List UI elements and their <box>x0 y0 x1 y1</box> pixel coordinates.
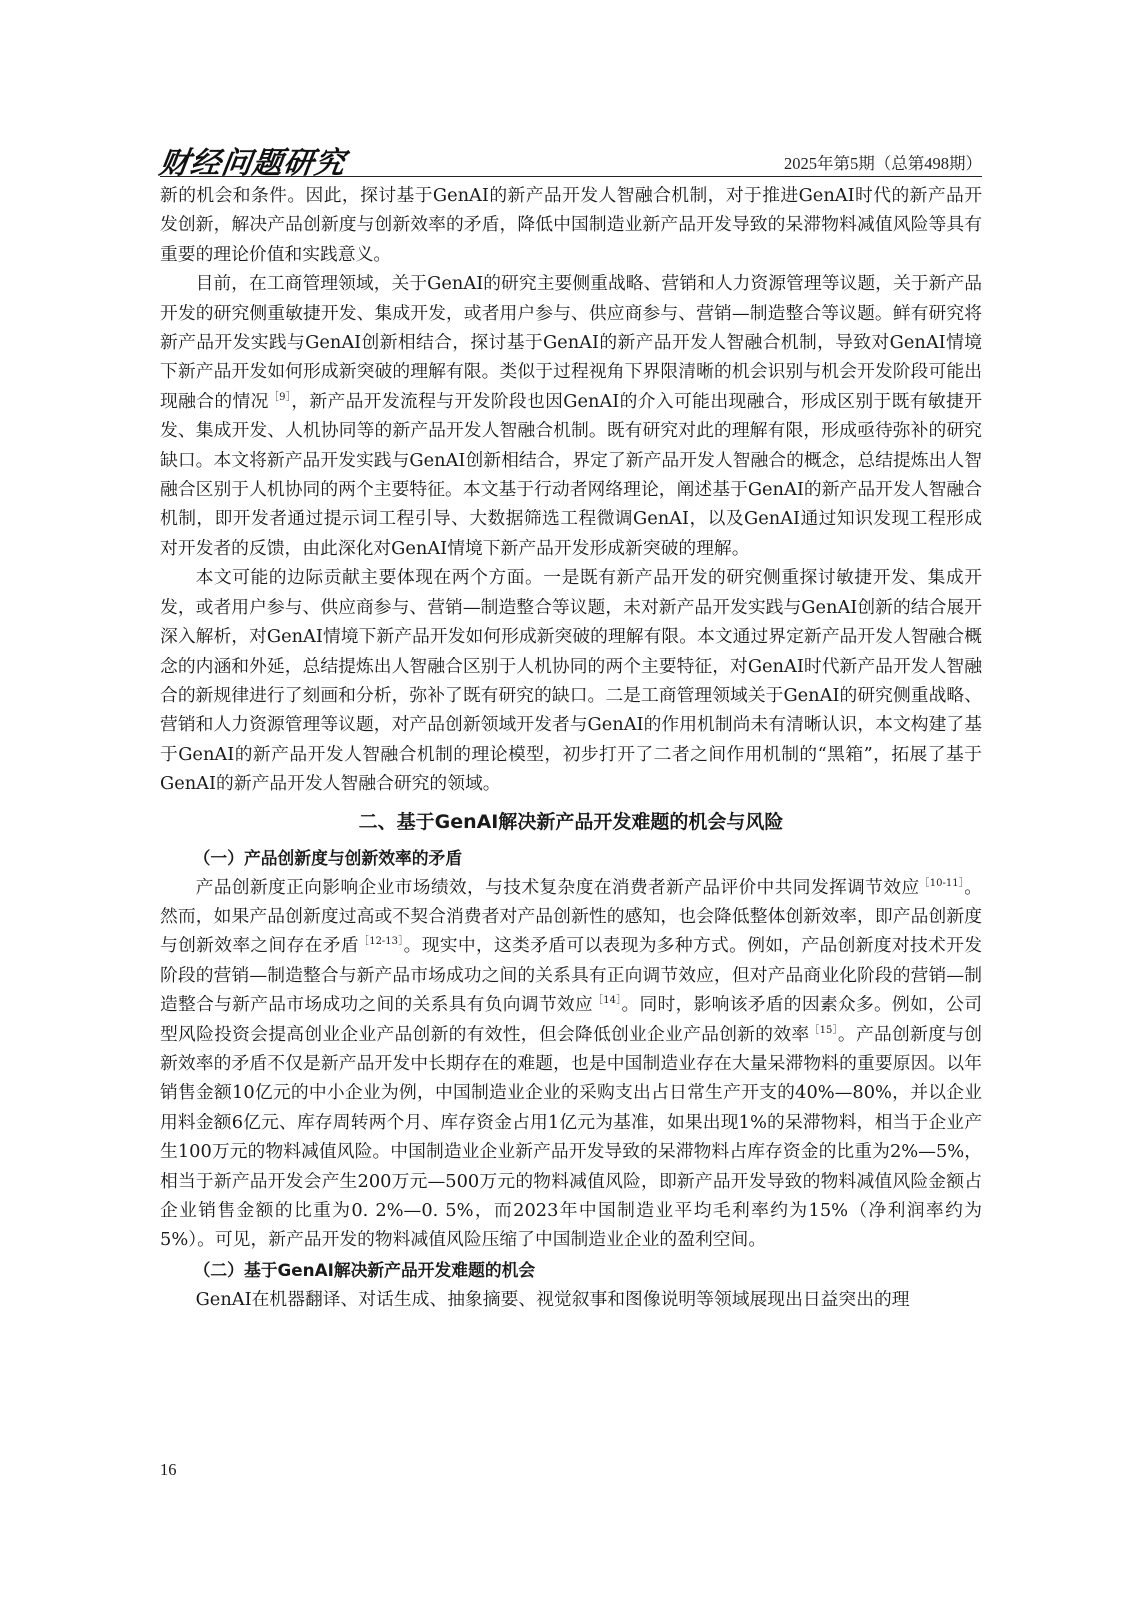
issue-info: 2025年第5期（总第498期） <box>784 154 982 173</box>
paragraph-text: 产品创新度正向影响企业市场绩效，与技术复杂度在消费者新产品评价中共同发挥调节效应 <box>195 876 920 898</box>
article-body <box>160 181 982 1314</box>
paragraph: GenAI在机器翻译、对话生成、抽象摘要、视觉叙事和图像说明等领域展现出日益突出的理 <box>195 1288 910 1310</box>
citation-ref[interactable]: ［12-13］ <box>358 936 404 948</box>
citation-ref[interactable]: ［14］ <box>592 995 622 1007</box>
paragraph <box>160 873 982 1255</box>
paragraph: 新的机会和条件。因此，探讨基于GenAI的新产品开发人智融合机制，对于推进GenAI时代的新产品开发创新，解决产品创新度与创新效率的矛盾，降低中国制造业新产品开发导致的呆滞物料减值风险等具有重要的理论价值和实践意义。 <box>160 185 982 265</box>
citation-ref[interactable]: ［10-11］ <box>919 877 965 889</box>
paragraph-text: 。然而，如果产品创新度过高或不契合消费者对产品创新性的感知，也会降低整体创新效率，即产品创新度与创新效率之间存在矛盾 <box>160 876 982 957</box>
paragraph-text: 目前，在工商管理领域，关于GenAI的研究主要侧重战略、营销和人力资源管理等议题，关于新产品开发的研究侧重敏捷开发、集成开发，或者用户参与、供应商参与、营销—制造整合等议题。鲜有研究将新产品开发实践与GenAI创新相结合，探讨基于GenAI的新产品开发人智融合机制，导致对GenAI情境下新产品开发如何形成新突破的理解有限。类似于过程视角下界限清晰的机会识别与机会开发阶段可能出现融合的情况 <box>160 273 982 412</box>
subsection-heading: （二）基于GenAI解决新产品开发难题的机会 <box>193 1259 536 1280</box>
paragraph-text: 。同时，影响该矛盾的因素众多。例如，公司型风险投资会提高创业企业产品创新的有效性，但会降低创业企业产品创新的效率 <box>160 994 982 1045</box>
page-number: 16 <box>160 1460 177 1479</box>
citation-ref[interactable]: ［15］ <box>809 1024 838 1036</box>
journal-logo: 财经问题研究 <box>157 146 348 181</box>
paragraph-text: 。产品创新度与创新效率的矛盾不仅是新产品开发中长期存在的难题，也是中国制造业存在大量呆滞物料的重要原因。以年销售金额10亿元的中小企业为例，中国制造业企业的采购支出占日常生产开支的40%—80%，并以企业用料金额6亿元、库存周转两个月、库存资金占用1亿元为基准，如果出现1%的呆滞物料，相当于企业产生100万元的物料减值风险。中国制造业企业新产品开发导致的呆滞物料占库存资金的比重为2%—5%，相当于新产品开发会产生200万元—500万元的物料减值风险，即新产品开发导致的物料减值风险金额占企业销售金额的比重为0. 2%—0. 5%，而2023年中国制造业平均毛利率约为15%（净利润率约为5%）。可见，新产品开发的物料减值风险压缩了中国制造业企业的盈利空间。 <box>160 1023 982 1251</box>
running-header <box>157 136 982 181</box>
header-rule <box>160 176 982 177</box>
paragraph-text: 。现实中，这类矛盾可以表现为多种方式。例如，产品创新度对技术开发阶段的营销—制造整合与新产品市场成功之间的关系具有正向调节效应，但对产品商业化阶段的营销—制造整合与新产品市场成功之间的关系具有负向调节效应 <box>160 935 982 1016</box>
paragraph: 本文可能的边际贡献主要体现在两个方面。一是既有新产品开发的研究侧重探讨敏捷开发、集成开发，或者用户参与、供应商参与、营销—制造整合等议题，未对新产品开发实践与GenAI创新的结合展开深入解析，对GenAI情境下新产品开发如何形成新突破的理解有限。本文通过界定新产品开发人智融合概念的内涵和外延，总结提炼出人智融合区别于人机协同的两个主要特征，对GenAI时代新产品开发人智融合的新规律进行了刻画和分析，弥补了既有研究的缺口。二是工商管理领域关于GenAI的研究侧重战略、营销和人力资源管理等议题，对产品创新领域开发者与GenAI的作用机制尚未有清晰认识，本文构建了基于GenAI的新产品开发人智融合机制的理论模型，初步打开了二者之间作用机制的“黑箱”，拓展了基于GenAI的新产品开发人智融合研究的领域。 <box>160 567 982 795</box>
paragraph-text: ，新产品开发流程与开发阶段也因GenAI的介入可能出现融合，形成区别于既有敏捷开发、集成开发、人机协同等的新产品开发人智融合机制。既有研究对此的理解有限，形成亟待弥补的研究缺口。本文将新产品开发实践与GenAI创新相结合，界定了新产品开发人智融合的概念，总结提炼出人智融合区别于人机协同的两个主要特征。本文基于行动者网络理论，阐述基于GenAI的新产品开发人智融合机制，即开发者通过提示词工程引导、大数据筛选工程微调GenAI，以及GenAI通过知识发现工程形成对开发者的反馈，由此深化对GenAI情境下新产品开发形成新突破的理解。 <box>160 390 982 559</box>
paragraph <box>160 269 982 563</box>
citation-ref[interactable]: ［9］ <box>268 391 292 403</box>
subsection-heading: （一）产品创新度与创新效率的矛盾 <box>193 847 463 868</box>
section-heading: 二、基于GenAI解决新产品开发难题的机会与风险 <box>358 810 784 833</box>
